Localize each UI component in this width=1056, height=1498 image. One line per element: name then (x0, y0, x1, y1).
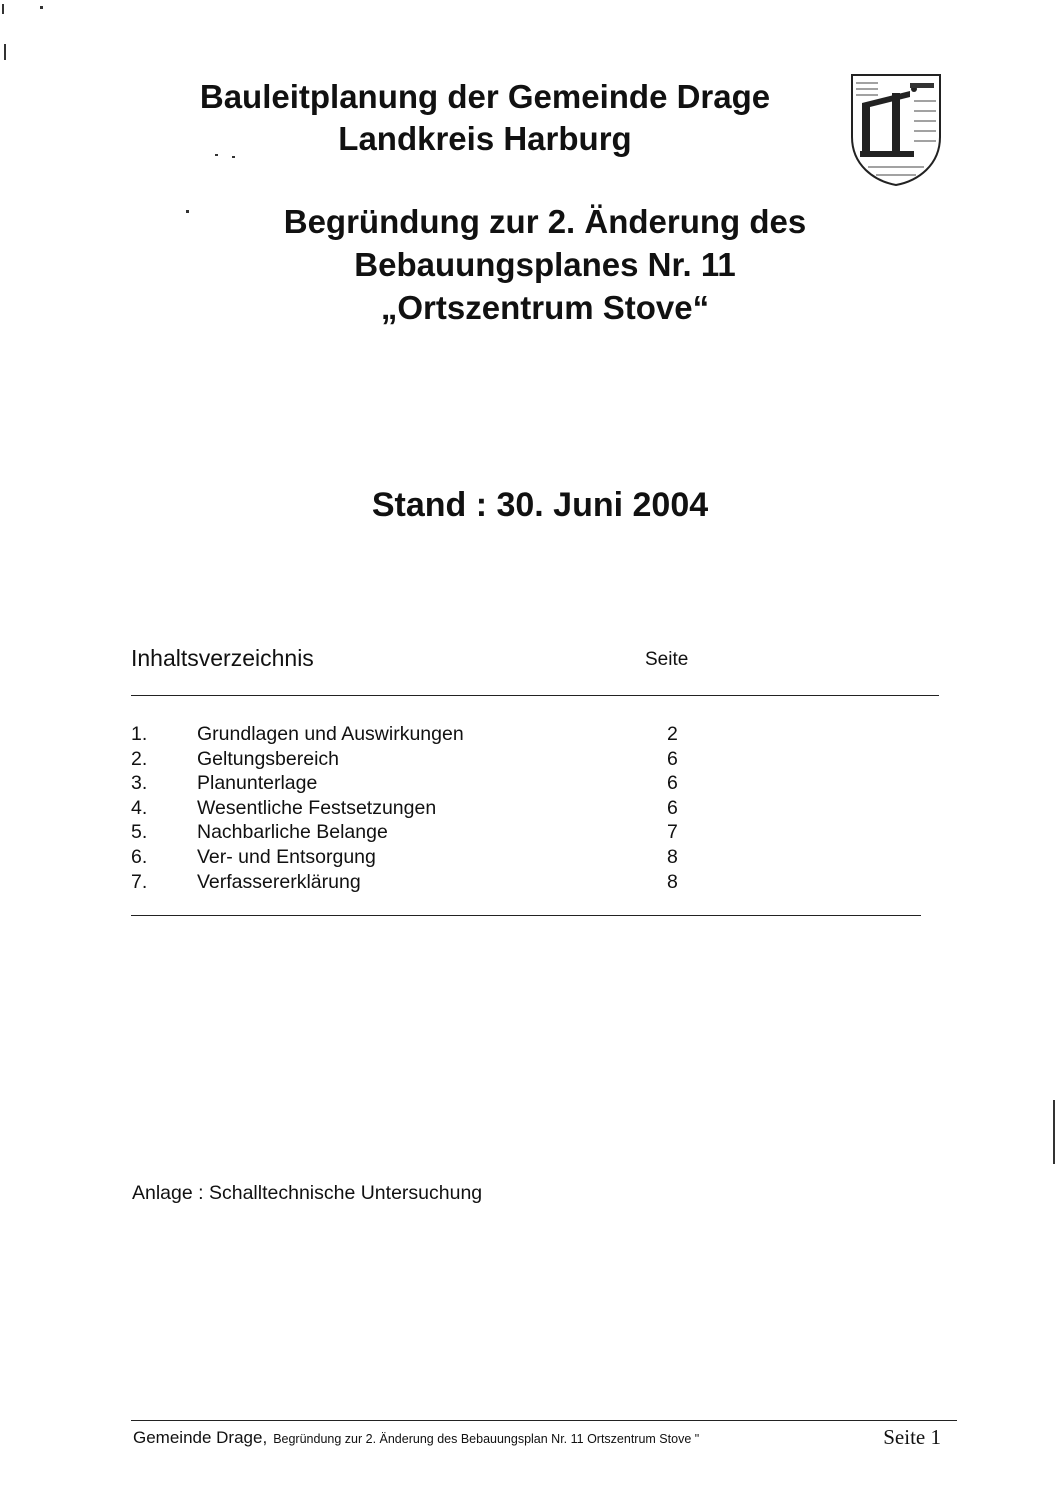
toc-entry (131, 771, 731, 796)
toc-title: Inhaltsverzeichnis (131, 645, 314, 671)
toc-entry-label: Verfassererklärung (197, 870, 361, 893)
toc-header (131, 644, 941, 674)
toc-entry-number: 2. (131, 747, 148, 770)
status-date: Stand : 30. Juni 2004 (371, 486, 709, 524)
annex-note: Anlage : Schalltechnische Untersuchung (132, 1182, 483, 1204)
toc-entry-number: 6. (131, 845, 148, 868)
toc-entry-number: 7. (131, 870, 148, 893)
subtitle-line-3: „Ortszentrum Stove“ (380, 289, 710, 326)
scan-speck (40, 6, 43, 9)
toc-entry (131, 870, 731, 895)
toc-page-column-label: Seite (645, 649, 689, 670)
toc-entry-number: 1. (131, 723, 148, 745)
footer-org: Gemeinde Drage, (133, 1428, 268, 1447)
toc-entry (131, 747, 731, 772)
toc-bottom-rule (131, 915, 921, 916)
page-footer (131, 1424, 951, 1454)
toc-entry-page: 6 (667, 772, 678, 795)
toc-entry (131, 820, 731, 845)
toc-entry-page: 2 (667, 723, 678, 745)
scan-speck (186, 210, 189, 213)
toc-entry-number: 5. (131, 821, 148, 844)
footer-rule (131, 1420, 957, 1421)
subtitle-line-1: Begründung zur 2. Änderung des (283, 203, 807, 240)
toc-entry (131, 722, 731, 747)
toc-list (131, 722, 731, 894)
document-title (150, 76, 820, 160)
footer-description: Begründung zur 2. Änderung des Bebauungsplan Nr. 11 Ortszentrum Stove " (273, 1432, 700, 1446)
toc-entry-page: 7 (667, 821, 678, 844)
municipal-coat-of-arms-icon (848, 71, 944, 187)
toc-entry-label: Planunterlage (197, 772, 318, 795)
subtitle-line-2: Bebauungsplanes Nr. 11 (354, 246, 736, 283)
scan-speck (4, 44, 6, 60)
scan-speck (2, 4, 4, 14)
toc-entry-number: 3. (131, 772, 148, 795)
toc-entry-page: 8 (667, 870, 678, 893)
document-subtitle (230, 200, 860, 329)
title-line-1: Bauleitplanung der Gemeinde Drage (199, 78, 771, 115)
scan-speck (1053, 1100, 1055, 1164)
toc-entry-label: Ver- und Entsorgung (197, 845, 376, 868)
footer-text (133, 1428, 699, 1448)
toc-entry-number: 4. (131, 796, 148, 819)
footer-page-number: Seite 1 (883, 1425, 941, 1449)
toc-entry-label: Grundlagen und Auswirkungen (197, 723, 464, 745)
toc-entry (131, 796, 731, 821)
toc-entry-page: 8 (667, 845, 678, 868)
toc-entry-page: 6 (667, 747, 678, 770)
toc-entry (131, 845, 731, 870)
toc-entry-label: Wesentliche Festsetzungen (197, 796, 437, 819)
title-line-2: Landkreis Harburg (338, 120, 632, 157)
toc-entry-label: Geltungsbereich (197, 747, 340, 770)
toc-top-rule (131, 695, 939, 696)
toc-entry-page: 6 (667, 796, 678, 819)
toc-entry-label: Nachbarliche Belange (197, 821, 388, 844)
